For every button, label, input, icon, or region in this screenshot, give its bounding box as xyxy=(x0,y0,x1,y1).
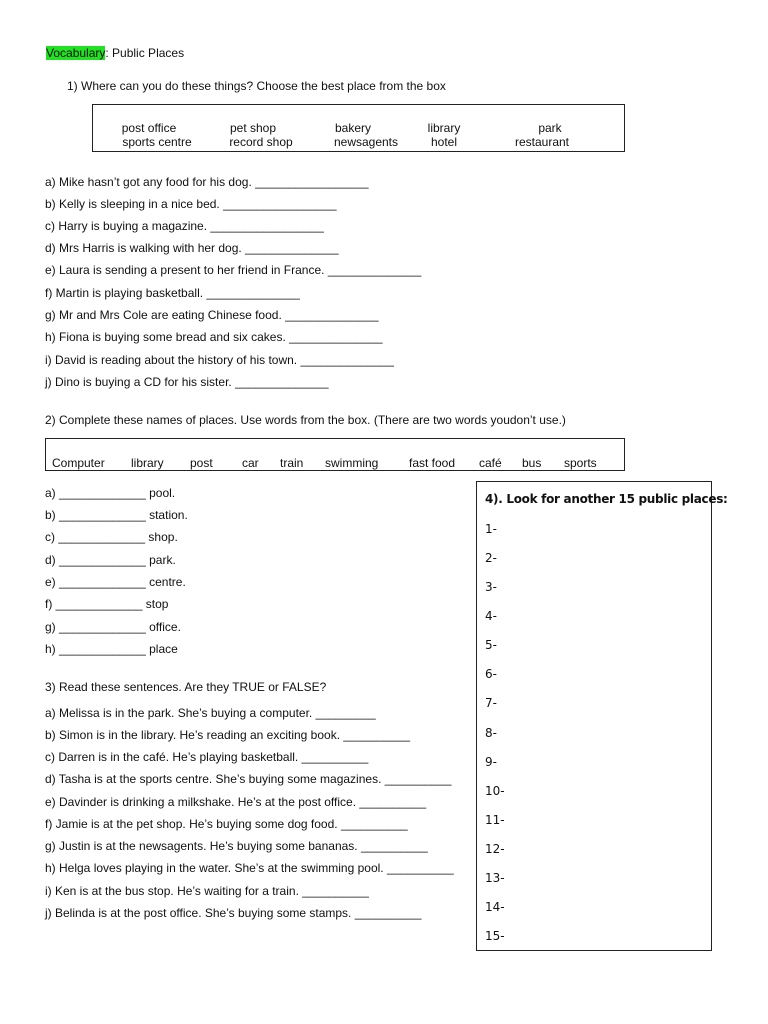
box-word: bakery xyxy=(334,121,372,135)
answer-number: 15- xyxy=(485,929,505,943)
box-word: restaurant xyxy=(514,135,570,149)
box-word: newsagents xyxy=(333,135,399,149)
section3-item: j) Belinda is at the post office. She’s buying some stamps. __________ xyxy=(45,906,422,920)
section1-item: j) Dino is buying a CD for his sister. ______________ xyxy=(45,375,329,389)
answer-number: 1- xyxy=(485,522,497,536)
box-word: train xyxy=(280,456,304,470)
box-word: library xyxy=(131,456,164,470)
section1-item: h) Fiona is buying some bread and six cakes. ______________ xyxy=(45,330,383,344)
worksheet-title xyxy=(46,46,184,60)
section2-instruction: 2) Complete these names of places. Use words from the box. (There are two words youdon’t use.) xyxy=(45,413,566,427)
section2-item: h) _____________ place xyxy=(45,642,178,656)
section1-item: d) Mrs Harris is walking with her dog. ______________ xyxy=(45,241,339,255)
section1-instruction: 1) Where can you do these things? Choose the best place from the box xyxy=(67,79,446,93)
section1-item: i) David is reading about the history of his town. ______________ xyxy=(45,353,394,367)
section3-item: f) Jamie is at the pet shop. He’s buying some dog food. __________ xyxy=(45,817,408,831)
answer-number: 12- xyxy=(485,842,505,856)
section3-item: c) Darren is in the café. He’s playing basketball. __________ xyxy=(45,750,369,764)
answer-number: 5- xyxy=(485,638,497,652)
answer-number: 14- xyxy=(485,900,505,914)
section2-item: b) _____________ station. xyxy=(45,508,188,522)
box-word: park xyxy=(538,121,562,135)
section2-item: g) _____________ office. xyxy=(45,620,181,634)
section2-item: c) _____________ shop. xyxy=(45,530,178,544)
box-word: library xyxy=(427,121,461,135)
box-word: sports xyxy=(564,456,597,470)
section2-item: d) _____________ park. xyxy=(45,553,176,567)
box-word: record shop xyxy=(229,135,293,149)
section3-item: e) Davinder is drinking a milkshake. He’s at the post office. __________ xyxy=(45,795,427,809)
box-word: swimming xyxy=(325,456,379,470)
section1-word-box xyxy=(92,104,625,152)
answer-number: 9- xyxy=(485,755,497,769)
section4-heading: 4). Look for another 15 public places: xyxy=(485,492,728,506)
section1-item: e) Laura is sending a present to her friend in France. ______________ xyxy=(45,263,422,277)
title-rest: : Public Places xyxy=(105,46,185,60)
section4-box xyxy=(476,481,728,951)
section3-item: g) Justin is at the newsagents. He’s buying some bananas. __________ xyxy=(45,839,428,853)
section3-item: b) Simon is in the library. He’s reading an exciting book. __________ xyxy=(45,728,411,742)
section3-item: a) Melissa is in the park. She’s buying a computer. _________ xyxy=(45,706,376,720)
answer-number: 10- xyxy=(485,784,505,798)
section2-item: f) _____________ stop xyxy=(45,597,169,611)
section3-item: d) Tasha is at the sports centre. She’s buying some magazines. __________ xyxy=(45,772,452,786)
box-word: car xyxy=(242,456,259,470)
answer-number: 7- xyxy=(485,696,497,710)
box-word: Computer xyxy=(52,456,105,470)
box-word: café xyxy=(479,456,502,470)
section3-instruction: 3) Read these sentences. Are they TRUE or FALSE? xyxy=(45,680,327,694)
answer-number: 13- xyxy=(485,871,505,885)
box-word: sports centre xyxy=(122,135,192,149)
box-word: bus xyxy=(522,456,542,470)
section1-item: a) Mike hasn’t got any food for his dog. _________________ xyxy=(45,175,369,189)
section1-item: b) Kelly is sleeping in a nice bed. _________________ xyxy=(45,197,337,211)
answer-number: 2- xyxy=(485,551,497,565)
section3-item: h) Helga loves playing in the water. She’s at the swimming pool. __________ xyxy=(45,861,454,875)
answer-number: 11- xyxy=(485,813,505,827)
box-word: pet shop xyxy=(229,121,277,135)
section1-item: c) Harry is buying a magazine. _________________ xyxy=(45,219,324,233)
answer-number: 6- xyxy=(485,667,497,681)
box-word: post xyxy=(190,456,213,470)
box-word: post office xyxy=(121,121,177,135)
section2-item: a) _____________ pool. xyxy=(45,486,176,500)
box-word: fast food xyxy=(409,456,456,470)
answer-number: 8- xyxy=(485,726,497,740)
section1-item: g) Mr and Mrs Cole are eating Chinese food. ______________ xyxy=(45,308,379,322)
section2-word-box xyxy=(45,438,625,471)
section2-item: e) _____________ centre. xyxy=(45,575,186,589)
box-word: hotel xyxy=(430,135,458,149)
section3-item: i) Ken is at the bus stop. He’s waiting for a train. __________ xyxy=(45,884,369,898)
title-highlight: Vocabulary xyxy=(46,46,106,60)
section1-item: f) Martin is playing basketball. ______________ xyxy=(45,286,300,300)
answer-number: 4- xyxy=(485,609,497,623)
answer-number: 3- xyxy=(485,580,497,594)
